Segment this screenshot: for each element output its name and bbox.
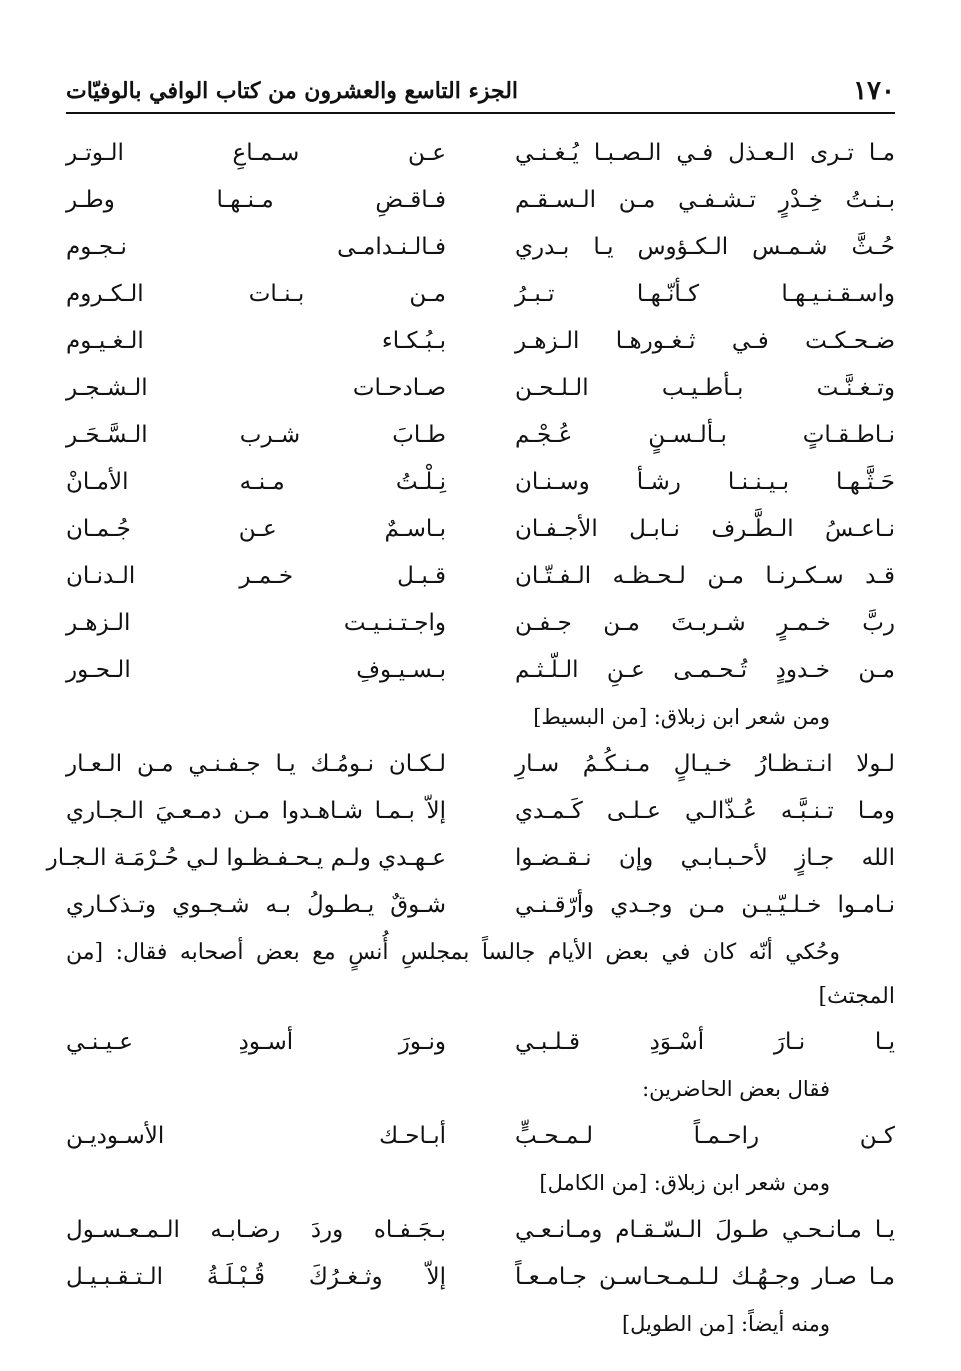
second-hemistich: قـبـل خـمـر الـدنـان bbox=[66, 563, 446, 589]
first-hemistich: نـامـوا خـلـيّـيـن مـن وجـدي وأرّقـنـي bbox=[515, 892, 895, 918]
verse-line bbox=[66, 882, 895, 929]
first-hemistich: كـن راحـمـاً لـمـحـبٍّ bbox=[515, 1123, 895, 1149]
intro-hadirin: فقال بعض الحاضرين: bbox=[642, 1077, 830, 1101]
second-hemistich: بـاسـمٌ عـن جُـمـان bbox=[66, 516, 446, 542]
verse-line bbox=[66, 130, 895, 177]
first-hemistich: حُـثَّ شـمـس الـكـؤوس يـا بـدري bbox=[515, 234, 895, 260]
prose-paragraph bbox=[66, 929, 895, 1019]
verse-line bbox=[66, 506, 895, 553]
first-hemistich: يـا مـانـحـي طـولَ الـسّـقـام ومـانـعـي bbox=[515, 1217, 895, 1243]
page-number: ١٧٠ bbox=[853, 76, 895, 106]
poem-section-2 bbox=[46, 741, 895, 929]
verse-line bbox=[66, 1113, 895, 1160]
first-hemistich: قـد سـكـرنـا مـن لـحـظـه الـفـتّـان bbox=[515, 563, 895, 589]
first-hemistich: حَـثَّـهـا بـيـنـنـا رشـأ وسـنـان bbox=[515, 469, 895, 495]
second-hemistich: إلاّ بـمـا شـاهـدوا مـن دمـعـيَ الـجـاري bbox=[66, 798, 446, 824]
second-hemistich: صـادحـات الـشـجـر bbox=[66, 375, 446, 401]
meter-intro-basit: ومن شعر ابن زبلاق: [من البسيط] bbox=[533, 705, 830, 729]
second-hemistich: بـبُـكـاء الـغـيـوم bbox=[66, 328, 446, 354]
first-hemistich: يـا نـارَ أسْـوَدِ قـلـبـي bbox=[515, 1029, 895, 1055]
poem-section-3 bbox=[66, 1019, 895, 1066]
second-hemistich: نِـلْـتُ مـنـه الأمـانْ bbox=[66, 469, 446, 495]
second-hemistich: بـجَـفـاه وردَ رضـابـه الـمـعـسـول bbox=[66, 1217, 446, 1243]
verse-line bbox=[66, 271, 895, 318]
second-hemistich: فـاقـضِ مـنـهـا وطـر bbox=[66, 187, 446, 213]
prose-line-1: وحُكي أنّه كان في بعض الأيام جالساً بمجلسِ أُنسٍ مع بعض أصحابه فقال: [من bbox=[66, 940, 841, 965]
first-hemistich: ربَّ خـمـرٍ شـربـتَ مـن جـفـن bbox=[515, 610, 895, 636]
verse-line bbox=[66, 318, 895, 365]
first-hemistich: ومـا تـنـبَّـه عُـذّالـي عـلـى كَـمـدي bbox=[515, 798, 895, 824]
verse-line bbox=[66, 741, 895, 788]
first-hemistich: نـاطـقـاتٍ بـألـسـنٍ عُـجْـم bbox=[515, 422, 895, 448]
verse-line bbox=[66, 553, 895, 600]
page-content bbox=[46, 130, 895, 1348]
verse-line bbox=[66, 788, 895, 835]
first-hemistich: وتـغـنَّـت بـأطـيـب الـلـحـن bbox=[515, 375, 895, 401]
verse-line bbox=[66, 1254, 895, 1301]
meter-intro-tawil: ومنه أيضاً: [من الطويل] bbox=[621, 1312, 830, 1336]
first-hemistich: ضـحـكـت فـي ثـغـورهـا الـزهـر bbox=[515, 328, 895, 354]
first-hemistich: بـنـتُ خِـدْرٍ تـشـفـي مـن الـسـقـم bbox=[515, 187, 895, 213]
second-hemistich: مـن بـنـات الـكـروم bbox=[66, 281, 446, 307]
verse-line bbox=[66, 365, 895, 412]
verse-line bbox=[46, 835, 895, 882]
second-hemistich: طـابَ شـرب الـسَّـحَـر bbox=[66, 422, 446, 448]
first-hemistich: مـن خـدودٍ تُـحـمـى عـنِ الـلّـثـم bbox=[515, 657, 895, 683]
verse-line bbox=[66, 1207, 895, 1254]
second-hemistich: أبـاحـك الأسـوديـن bbox=[66, 1123, 446, 1149]
first-hemistich: نـاعـسُ الـطَّـرف نـابـل الأجـفـان bbox=[515, 516, 895, 542]
verse-line bbox=[66, 600, 895, 647]
meter-intro-kamil: ومن شعر ابن زبلاق: [من الكامل] bbox=[539, 1171, 830, 1195]
verse-line bbox=[66, 177, 895, 224]
verse-line bbox=[66, 647, 895, 694]
poem-section-4 bbox=[66, 1113, 895, 1160]
second-hemistich: واجـتـنـيـت الـزهـر bbox=[66, 610, 446, 636]
second-hemistich: شـوقٌ يـطـولُ بـه شـجـوي وتـذكـاري bbox=[66, 892, 446, 918]
second-hemistich: بـسـيـوفِ الـحـور bbox=[66, 657, 446, 683]
verse-line bbox=[66, 459, 895, 506]
running-title: الجزء التاسع والعشرون من كتاب الوافي بالوفيّات bbox=[66, 78, 519, 104]
poem-section-5 bbox=[66, 1207, 895, 1301]
second-hemistich: فـالـنـدامـى نـجـوم bbox=[66, 234, 446, 260]
second-hemistich: لـكـان نـومُـك يـا جـفـنـي مـن الـعـار bbox=[66, 751, 446, 777]
verse-line bbox=[66, 1019, 895, 1066]
second-hemistich: ونـورَ أسـودِ عـيـنـي bbox=[66, 1029, 446, 1055]
prose-line-2: المجتث] bbox=[818, 984, 895, 1009]
first-hemistich: مـا صـار وجـهُـك لـلـمـحـاسـن جـامـعـاً bbox=[515, 1264, 895, 1290]
poem-section-1 bbox=[66, 130, 895, 694]
second-hemistich: عـهـدي ولـم يـحـفـظـوا لـي حُـرْمَـة الـجـار bbox=[46, 845, 446, 871]
verse-line bbox=[66, 224, 895, 271]
verse-line bbox=[66, 412, 895, 459]
second-hemistich: عـن سـمـاعِ الـوتـر bbox=[66, 140, 446, 166]
first-hemistich: لـولا انـتـظـارُ خـيـالٍ مـنـكُـمُ سـارِ bbox=[515, 751, 895, 777]
first-hemistich: مـا تـرى الـعـذل فـي الـصـبـا يُـغـنـي bbox=[515, 140, 895, 166]
second-hemistich: إلاّ وثـغـرُكَ قُـبْـلَـةُ الـتـقـبـيـل bbox=[66, 1264, 446, 1290]
first-hemistich: الله جـازٍ لأحـبـابـي وإن نـقـضـوا bbox=[515, 845, 895, 871]
first-hemistich: واسـقـنـيـهـا كـأنّـهـا تـبـرُ bbox=[515, 281, 895, 307]
page-header bbox=[66, 70, 895, 114]
